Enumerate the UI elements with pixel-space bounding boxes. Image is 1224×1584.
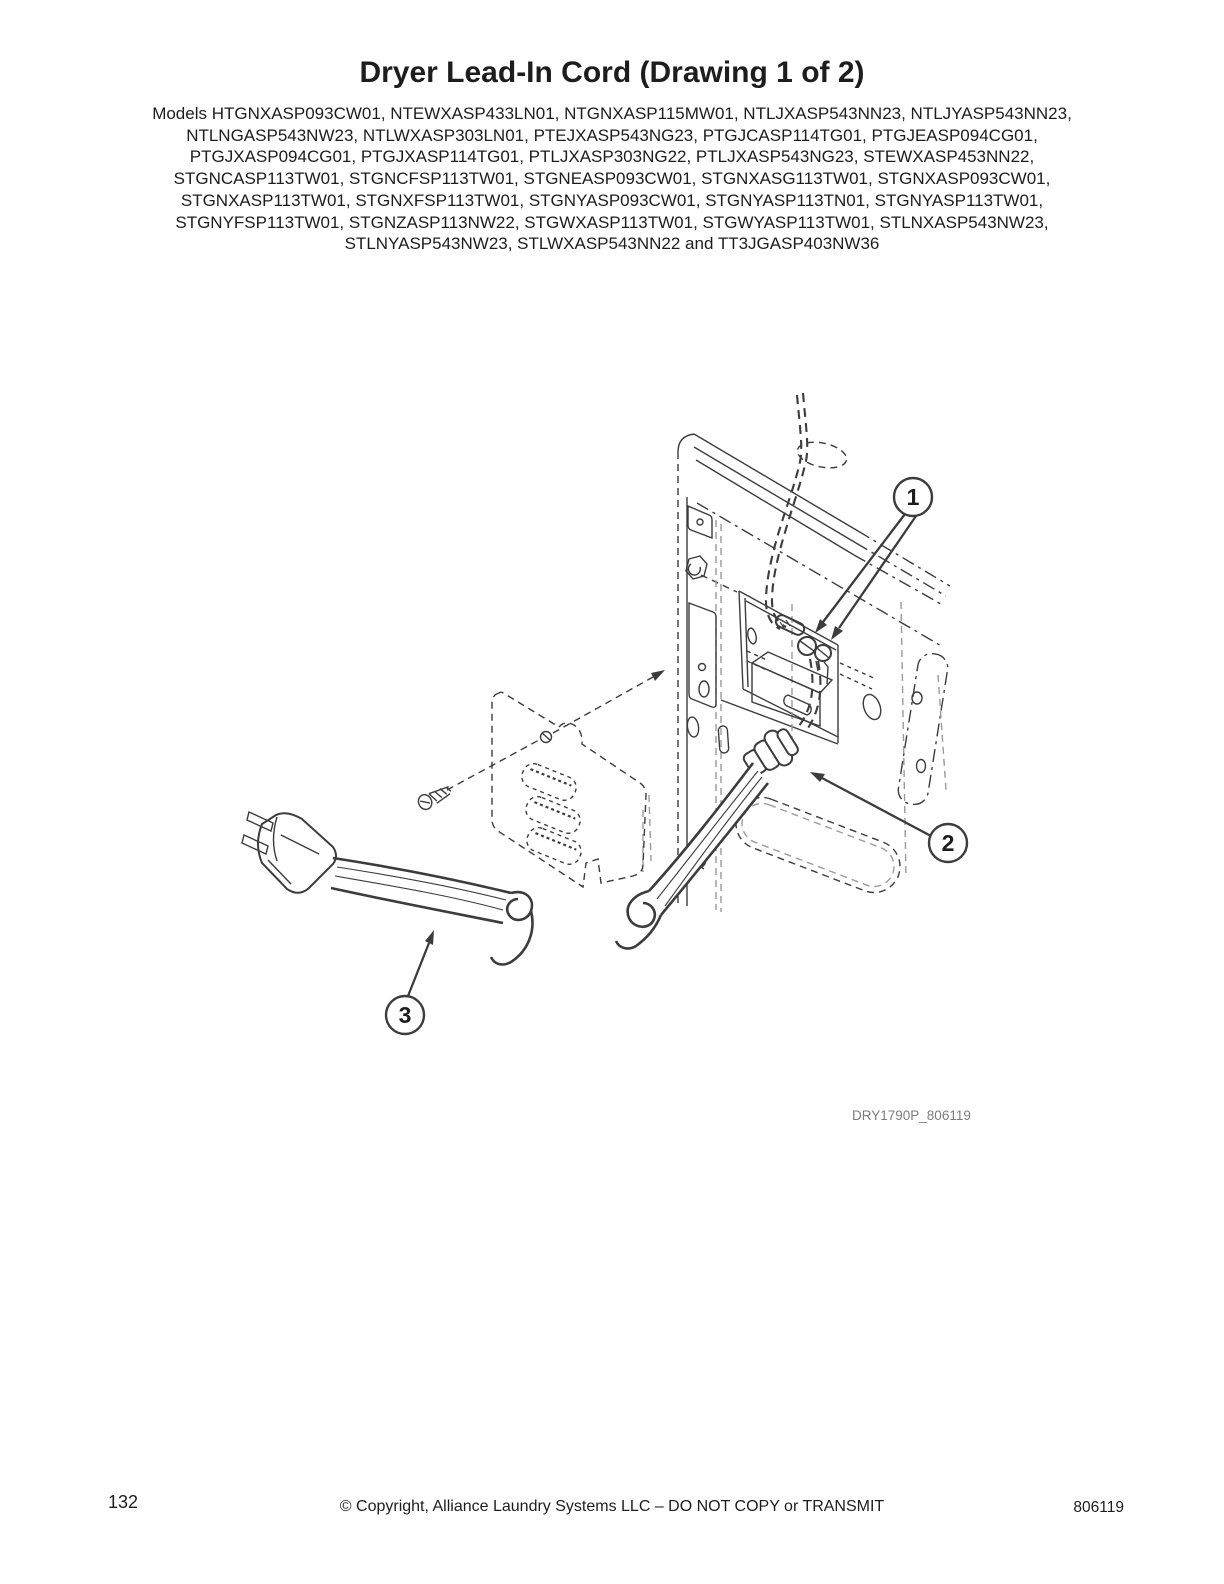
panel-hole: [746, 627, 757, 644]
callout-2-number: 2: [941, 830, 955, 856]
panel-hole: [697, 519, 703, 525]
wire-hole: [795, 438, 849, 472]
callout-2: [810, 772, 967, 862]
terminal-opening: [721, 591, 876, 762]
models-line: STGNYFSP113TW01, STGNZASP113NW22, STGWXASP113TW01, STGWYASP113TW01, STLNXASP543NW23,: [175, 212, 1049, 232]
cord-break-icon: [507, 892, 532, 920]
callout-1-arrow: [815, 619, 827, 633]
power-cord: [331, 763, 768, 964]
document-number: 806119: [1073, 1499, 1124, 1516]
cord-break-icon: [628, 891, 655, 927]
models-line: STLNYASP543NW23, STLWXASP543NN22 and TT3JGASP403NW36: [344, 234, 880, 254]
panel-hole: [686, 716, 700, 737]
callout-1-number: 1: [906, 484, 920, 510]
models-line: PTGJXASP094CG01, PTGJXASP114TG01, PTLJXASP303NG22, PTLJXASP543NG23, STEWXASP453NN22,: [189, 147, 1035, 167]
page-title: Dryer Lead-In Cord (Drawing 1 of 2): [359, 56, 865, 89]
access-cover: [492, 692, 651, 887]
panel-slot: [718, 726, 729, 754]
panel-hole: [860, 692, 884, 722]
lower-panel-opening: [728, 790, 907, 900]
panel-hole: [699, 681, 709, 697]
panel-hole: [699, 664, 706, 671]
page-number: 132: [108, 1492, 139, 1512]
callout-3-number: 3: [398, 1002, 412, 1028]
plug-prong-icon: [242, 835, 268, 854]
callout-2-arrow: [810, 772, 825, 782]
models-line: Models HTGNXASP093CW01, NTEWXASP433LN01, NTGNXASP115MW01, NTLJXASP543NN23, NTLJYASP543NN23,: [152, 104, 1072, 123]
cover-louver: [519, 760, 580, 803]
power-plug: [242, 812, 336, 893]
models-line: NTLNGASP543NW23, NTLWXASP303LN01, PTEJXASP543NG23, PTGJCASP114TG01, PTGJEASP094CG01,: [186, 125, 1038, 145]
callout-1: [815, 478, 932, 640]
ground-wire: [766, 393, 849, 731]
callout-3: [386, 930, 434, 1034]
models-line: STGNXASP113TW01, STGNXFSP113TW01, STGNYASP093CW01, STGNYASP113TN01, STGNYASP113TW01,: [180, 190, 1044, 210]
copyright-notice: © Copyright, Alliance Laundry Systems LLC – DO NOT COPY or TRANSMIT: [339, 1498, 885, 1515]
mounting-screw-icon: [416, 783, 454, 811]
callout-3-arrow: [425, 930, 434, 945]
callout-1-arrow: [831, 626, 843, 640]
models-line: STGNCASP113TW01, STGNCFSP113TW01, STGNEASP093CW01, STGNXASG113TW01, STGNXASP093CW01,: [173, 169, 1051, 189]
drawing-id: DRY1790P_806119: [852, 1108, 971, 1123]
